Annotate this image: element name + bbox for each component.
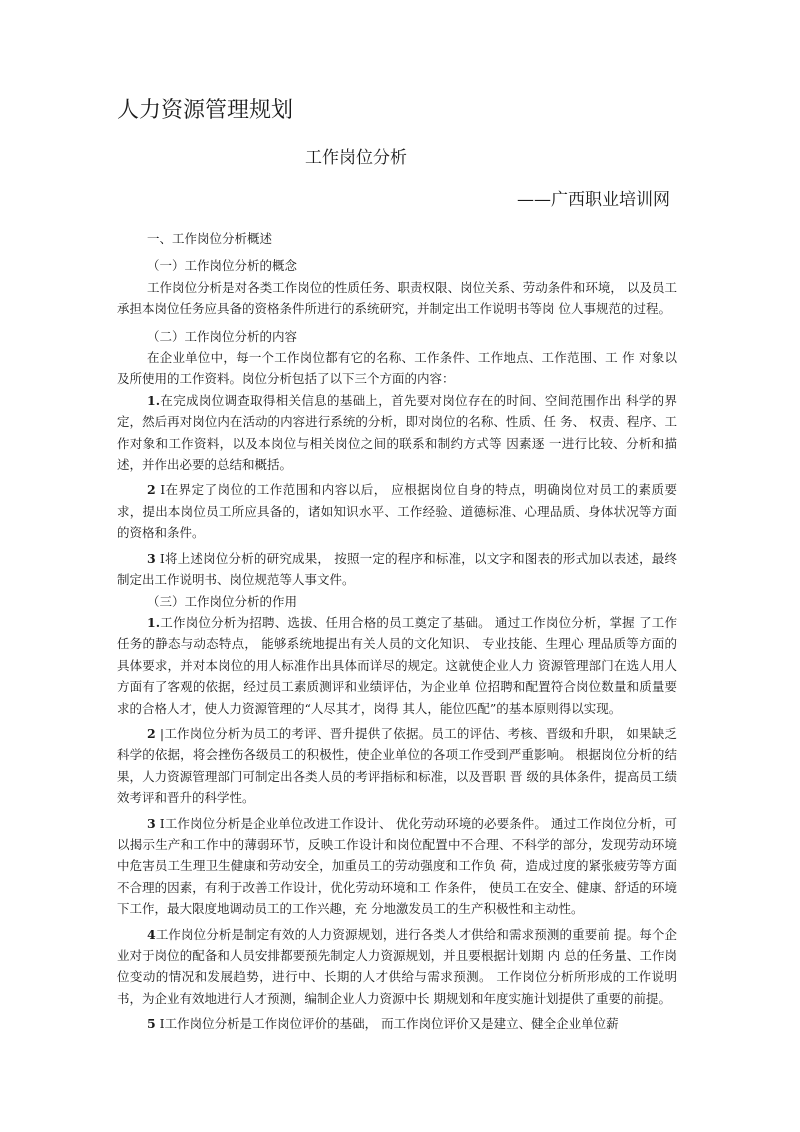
item-number: 3 <box>147 815 156 831</box>
item-text: 工作岗位分析是制定有效的人力资源规划，进行各类人才供给和需求预测的重要前 提。每个企业对于岗位的配备和人员安排都要预先制定人力资源规划，并且要根据计划期 内 总的任务量、工作岗位变动的情况和发展趋势，进行中、长期的人才供给与需求预测。 工作岗位分析所形成的工作说明书，为企业有效地进行人才预测，编制企业人力资源中长 期规划和年度实施计划提供了重要的前提。 <box>117 926 677 1006</box>
list-item-content-1 <box>117 390 677 476</box>
document-title: 人力资源管理规划 <box>117 98 294 123</box>
document-source: ——广西职业培训网 <box>517 190 670 210</box>
list-item-content-2 <box>117 479 677 543</box>
list-item-content-3 <box>117 548 677 591</box>
item-text: 工作岗位分析为招聘、选拔、任用合格的员工奠定了基础。 通过工作岗位分析，掌握 了工作任务的静态与动态特点， 能够系统地提出有关人员的文化知识、 专业技能、生理心 理品质等方面的具体要求，并对本岗位的用人标准作出具体而详尽的规定。这就使企业人力 资源管理部门在选人用人方面有了客观的依据，经过员工素质测评和业绩评估，为企业单 位招聘和配置符合岗位数量和质量要求的合格人才，使人力资源管理的“人尽其才，岗得 其人，能位匹配”的基本原则得以实现。 <box>117 614 677 716</box>
subsection-heading-concept: （一）工作岗位分析的概念 <box>147 258 298 274</box>
item-number: 4 <box>147 926 156 942</box>
document-subtitle: 工作岗位分析 <box>305 148 407 168</box>
list-item-role-1 <box>117 612 677 719</box>
item-number: 5 <box>147 1016 156 1032</box>
item-text: I工作岗位分析是企业单位改进工作设计、 优化劳动环境的必要条件。 通过工作岗位分析，可以揭示生产和工作中的薄弱环节，反映工作设计和岗位配置中不合理、不科学的部分，发现劳动环境中危害员工生理卫生健康和劳动安全，加重员工的劳动强度和工作负 荷，造成过度的紧张疲劳等方面不合理的因素，有利于改善工作设计，优化劳动环境和工 作条件， 使员工在安全、健康、舒适的环境下工作，最大限度地调动员工的工作兴趣，充 分地激发员工的生产积极性和主动性。 <box>117 815 677 917</box>
document-body <box>117 228 677 1035</box>
paragraph-concept: 工作岗位分析是对各类工作岗位的性质任务、职责权限、岗位关系、劳动条件和环境， 以及员工承担本岗位任务应具备的资格条件所进行的系统研究，并制定出工作说明书等岗 位人事规范的过程。 <box>117 279 677 317</box>
paragraph-content-intro: 在企业单位中，每一个工作岗位都有它的名称、工作条件、工作地点、工作范围、工 作 对象以及所使用的工作资料。岗位分析包括了以下三个方面的内容： <box>117 350 677 387</box>
item-text: I在界定了岗位的工作范围和内容以后， 应根据岗位自身的特点，明确岗位对员工的素质要求，提出本岗位员工所应具备的，诸如知识水平、工作经验、道德标准、心理品质、身体状况等方面的资格和条件。 <box>117 482 677 541</box>
item-number: 3 <box>147 550 156 566</box>
item-text: |工作岗位分析为员工的考评、晋升提供了依据。员工的评估、考核、晋级和升职， 如果缺乏科学的依据，将会挫伤各级员工的积极性，使企业单位的各项工作受到严重影响。 根据岗位分析的结果，人力资源管理部门可制定出各类人员的考评指标和标准，以及晋职 晋 级的具体条件，提高员工绩效考评和晋升的科学性。 <box>117 725 678 806</box>
subsection-heading-content: （二）工作岗位分析的内容 <box>147 328 298 344</box>
section-heading-1: 一、工作岗位分析概述 <box>147 231 273 246</box>
item-number: 1. <box>147 392 161 408</box>
item-number: 2 <box>147 725 156 741</box>
subsection-heading-role: （三）工作岗位分析的作用 <box>147 593 298 609</box>
item-text: 在完成岗位调查取得相关信息的基础上，首先要对岗位存在的时间、空间范围作出 科学的界定，然后再对岗位内在活动的内容进行系统的分析，即对岗位的名称、性质、任 务、 权责、程序、工作对象和工作资料，以及本岗位与相关岗位之间的联系和制约方式等 因素逐 一进行比较、分析和描述，并作出必要的总结和概括。 <box>117 392 677 473</box>
item-text: I工作岗位分析是工作岗位评价的基础， 而工作岗位评价又是建立、健全企业单位薪 <box>155 1016 619 1032</box>
list-item-role-5 <box>117 1013 677 1034</box>
list-item-role-2 <box>117 723 677 809</box>
item-text: I将上述岗位分析的研究成果， 按照一定的程序和标准，以文字和图表的形式加以表述，最终制定出工作说明书、岗位规范等人事文件。 <box>117 550 677 588</box>
list-item-role-4 <box>117 924 677 1010</box>
item-number: 2 <box>147 482 156 498</box>
list-item-role-3 <box>117 813 677 920</box>
item-number: 1. <box>147 614 161 630</box>
